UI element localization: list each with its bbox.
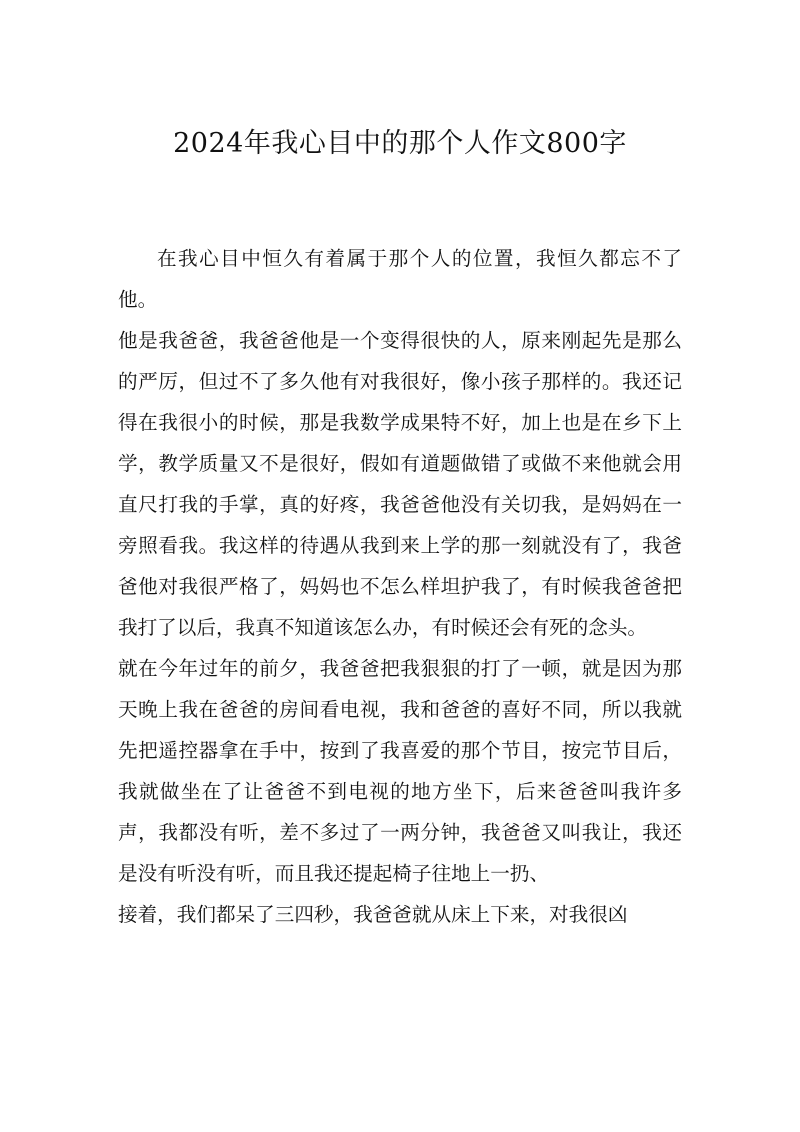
paragraph-4: 接着，我们都呆了三四秒，我爸爸就从床上下来，对我很凶 — [118, 903, 628, 926]
paragraph-2: 他是我爸爸，我爸爸他是一个变得很快的人，原来刚起先是那么的严厉，但过不了多久他有对我很好，像小孩子那样的。我还记得在我很小的时候，那是我数学成果特不好，加上也是在乡下上学，教学质量又不是很好，假如有道题做错了或做不来他就会用直尺打我的手掌，真的好疼，我爸爸他没有关切我，是妈妈在一旁照看我。我这样的待遇从我到来上学的那一刻就没有了，我爸爸他对我很严格了，妈妈也不怎么样坦护我了，有时候我爸爸把我打了以后，我真不知道该怎么办，有时候还会有死的念头。 — [118, 329, 682, 639]
document-title: 2024年我心目中的那个人作文800字 — [173, 128, 627, 159]
paragraph-3: 就在今年过年的前夕，我爸爸把我狠狠的打了一顿，就是因为那天晚上我在爸爸的房间看电视，我和爸爸的喜好不同，所以我就先把遥控器拿在手中，按到了我喜爱的那个节目，按完节目后，我就做坐在了让爸爸不到电视的地方坐下，后来爸爸叫我许多声，我都没有听，差不多过了一两分钟，我爸爸又叫我让，我还是没有听没有听，而且我还提起椅子往地上一扔、 — [118, 657, 682, 885]
paragraph-1: 在我心目中恒久有着属于那个人的位置，我恒久都忘不了他。 — [118, 247, 682, 311]
document-body — [118, 238, 682, 935]
